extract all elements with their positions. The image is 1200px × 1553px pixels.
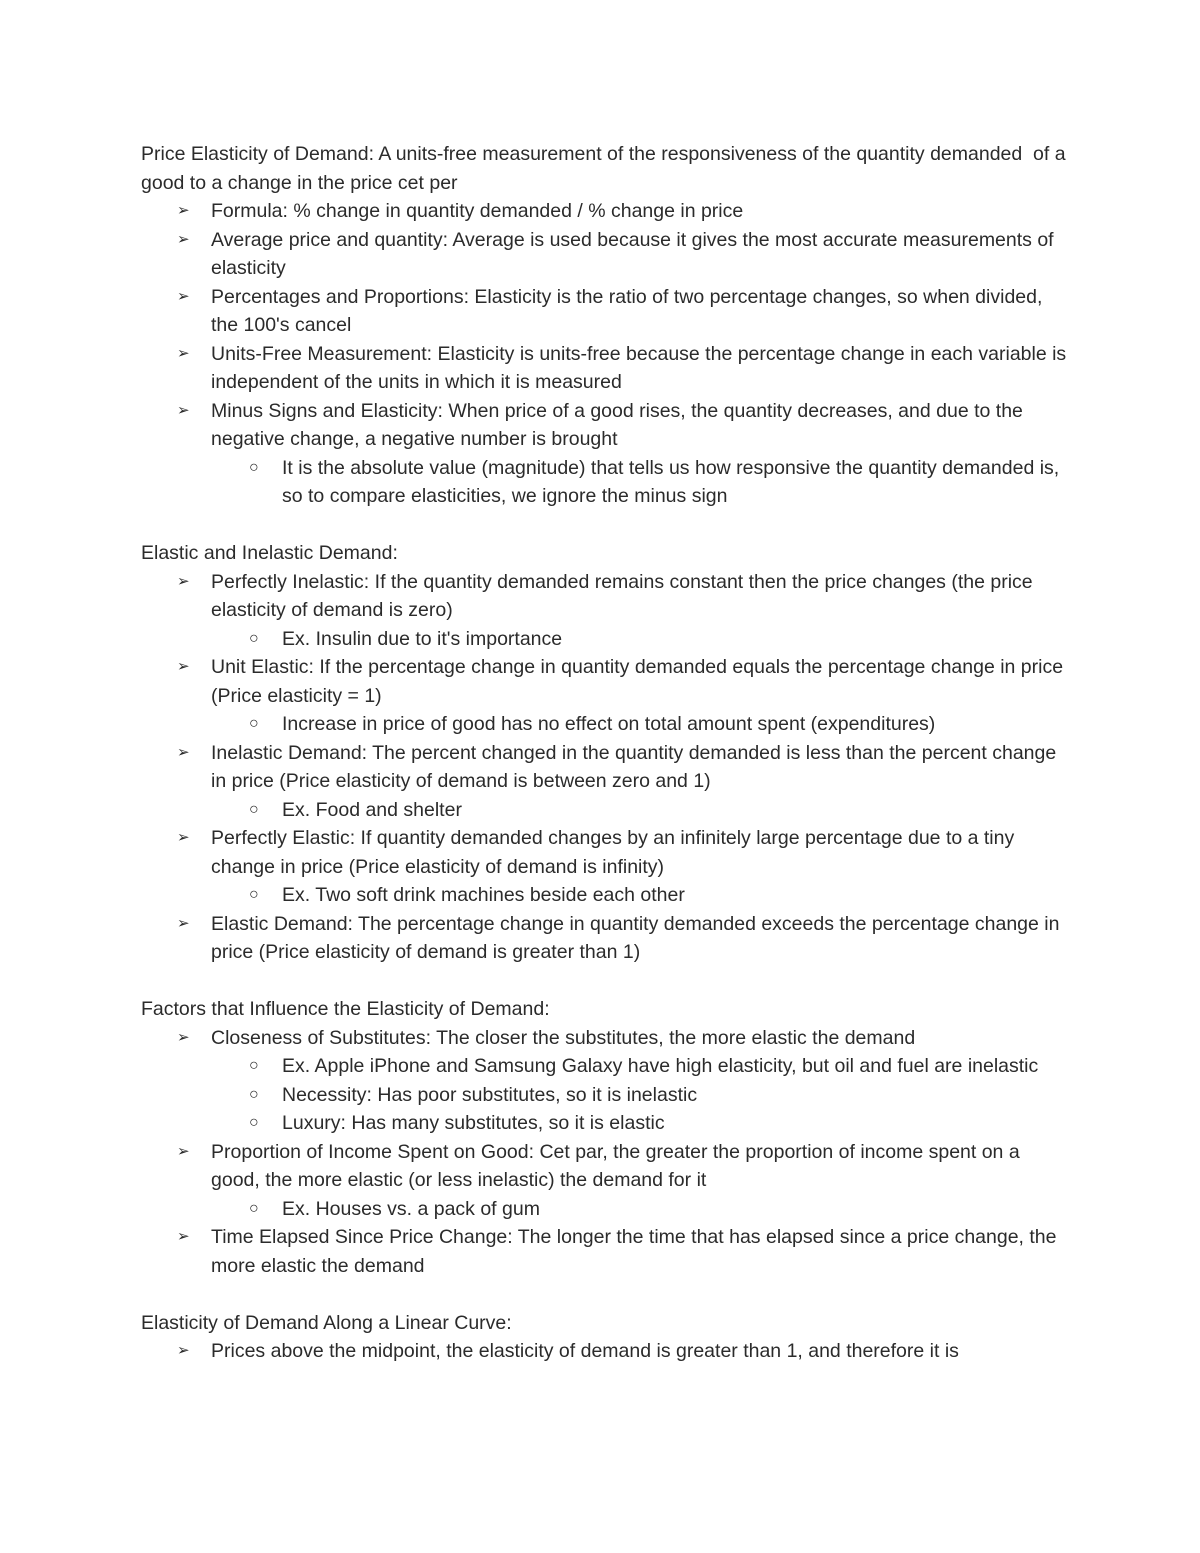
arrow-bullet-icon: ➢ (177, 1228, 190, 1245)
list-item-text: Closeness of Substitutes: The closer the substitutes, the more elastic the demand (211, 1026, 916, 1049)
list-item-text: Minus Signs and Elasticity: When price of a good rises, the quantity decreases, and due to the negative change, a negative number is brought (211, 399, 1023, 450)
list-item-text: Time Elapsed Since Price Change: The longer the time that has elapsed since a price change, the more elastic the demand (211, 1226, 1057, 1277)
circle-bullet-icon: ○ (249, 1085, 259, 1103)
sub-bullet-list (211, 625, 1071, 654)
list-item-text: Units-Free Measurement: Elasticity is units-free because the percentage change in each variable is independent of the units in which it is measured (211, 342, 1067, 393)
sub-list-item (211, 1109, 1071, 1138)
section-heading: Elastic and Inelastic Demand: (141, 542, 398, 564)
sub-list-item-text: Necessity: Has poor substitutes, so it is inelastic (282, 1083, 698, 1106)
list-item (141, 1223, 1071, 1280)
arrow-bullet-icon: ➢ (177, 572, 190, 590)
sub-list-item-text: Luxury: Has many substitutes, so it is elastic (282, 1112, 665, 1134)
list-item-text: Elastic Demand: The percentage change in quantity demanded exceeds the percentage change in price (Price elasticity of demand is greater than 1) (211, 912, 1060, 963)
list-item (141, 739, 1071, 825)
arrow-bullet-icon: ➢ (177, 743, 190, 761)
list-item (141, 397, 1071, 511)
arrow-bullet-icon: ➢ (177, 287, 190, 305)
sub-bullet-list (211, 881, 1071, 910)
list-item (141, 653, 1071, 739)
sub-bullet-list (211, 710, 1071, 739)
list-item (141, 1138, 1071, 1224)
arrow-bullet-icon: ➢ (177, 230, 190, 248)
sub-list-item-text: Increase in price of good has no effect on total amount spent (expenditures) (282, 713, 936, 735)
arrow-bullet-icon: ➢ (177, 344, 190, 362)
list-item (141, 340, 1071, 397)
section (141, 995, 1071, 1280)
sub-list-item (211, 796, 1071, 825)
arrow-bullet-icon: ➢ (177, 1028, 190, 1046)
arrow-bullet-icon: ➢ (177, 401, 190, 419)
list-item (141, 1337, 1071, 1366)
section (141, 140, 1071, 511)
sub-list-item-text: Ex. Apple iPhone and Samsung Galaxy have high elasticity, but oil and fuel are inelastic (282, 1055, 1039, 1077)
list-item (141, 197, 1071, 226)
section-heading: Factors that Influence the Elasticity of Demand: (141, 998, 550, 1020)
sub-list-item-text: Ex. Insulin due to it's importance (282, 627, 563, 650)
list-item (141, 910, 1071, 967)
list-item (141, 824, 1071, 910)
list-item-text: Prices above the midpoint, the elasticity of demand is greater than 1, and therefore it is (211, 1340, 959, 1362)
section-heading: Elasticity of Demand Along a Linear Curve: (141, 1311, 512, 1334)
list-item-text: Proportion of Income Spent on Good: Cet par, the greater the proportion of income spent on a good, the more elastic (or less inelastic) the demand for it (211, 1140, 1020, 1191)
list-item-text: Perfectly Elastic: If quantity demanded changes by an infinitely large percentage due to a tiny change in price (Price elasticity of demand is infinity) (211, 827, 1015, 878)
document-page (141, 140, 1071, 1366)
circle-bullet-icon: ○ (249, 1057, 259, 1074)
sub-list-item (211, 881, 1071, 910)
arrow-bullet-icon: ➢ (177, 202, 190, 219)
arrow-bullet-icon: ➢ (177, 914, 190, 932)
list-item-text: Inelastic Demand: The percent changed in the quantity demanded is less than the percent change in price (Price elasticity of demand is between zero and 1) (211, 741, 1057, 792)
list-item (141, 226, 1071, 283)
circle-bullet-icon: ○ (249, 886, 259, 903)
list-item (141, 283, 1071, 340)
arrow-bullet-icon: ➢ (177, 658, 190, 675)
sub-list-item (211, 710, 1071, 739)
list-item-text: Perfectly Inelastic: If the quantity demanded remains constant then the price changes (the price elasticity of demand is zero) (211, 570, 1033, 621)
sub-list-item-text: It is the absolute value (magnitude) that tells us how responsive the quantity demanded is, so to compare elasticities, we ignore the minus sign (282, 456, 1060, 507)
sub-bullet-list (211, 1052, 1071, 1138)
section (141, 1309, 1071, 1366)
sub-list-item (211, 1052, 1071, 1081)
arrow-bullet-icon: ➢ (177, 1142, 190, 1160)
sub-bullet-list (211, 454, 1071, 511)
arrow-bullet-icon: ➢ (177, 1342, 190, 1359)
circle-bullet-icon: ○ (249, 715, 259, 732)
list-item-text: Unit Elastic: If the percentage change in quantity demanded equals the percentage change in price (Price elasticity = 1) (211, 656, 1064, 707)
bullet-list (141, 1337, 1071, 1366)
list-item (141, 1024, 1071, 1138)
sub-list-item (211, 1081, 1071, 1110)
sub-bullet-list (211, 1195, 1071, 1224)
sub-list-item-text: Ex. Two soft drink machines beside each other (282, 884, 685, 906)
sub-list-item-text: Ex. Food and shelter (282, 798, 462, 821)
bullet-list (141, 1024, 1071, 1281)
sub-bullet-list (211, 796, 1071, 825)
circle-bullet-icon: ○ (249, 629, 259, 647)
list-item-text: Formula: % change in quantity demanded / % change in price (211, 200, 744, 222)
sub-list-item-text: Ex. Houses vs. a pack of gum (282, 1197, 540, 1220)
sub-list-item (211, 454, 1071, 511)
circle-bullet-icon: ○ (249, 1114, 259, 1131)
list-item-text: Percentages and Proportions: Elasticity is the ratio of two percentage changes, so when divided, the 100's cancel (211, 285, 1043, 336)
section (141, 539, 1071, 967)
list-item-text: Average price and quantity: Average is used because it gives the most accurate measurements of elasticity (211, 228, 1054, 279)
section-heading: Price Elasticity of Demand: A units-free measurement of the responsiveness of the quantity demanded of a good to a change in the price cet per (141, 143, 1072, 194)
circle-bullet-icon: ○ (249, 800, 259, 818)
bullet-list (141, 568, 1071, 967)
sub-list-item (211, 1195, 1071, 1224)
bullet-list (141, 197, 1071, 511)
list-item (141, 568, 1071, 654)
arrow-bullet-icon: ➢ (177, 829, 190, 846)
circle-bullet-icon: ○ (249, 1199, 259, 1217)
circle-bullet-icon: ○ (249, 458, 259, 476)
sub-list-item (211, 625, 1071, 654)
